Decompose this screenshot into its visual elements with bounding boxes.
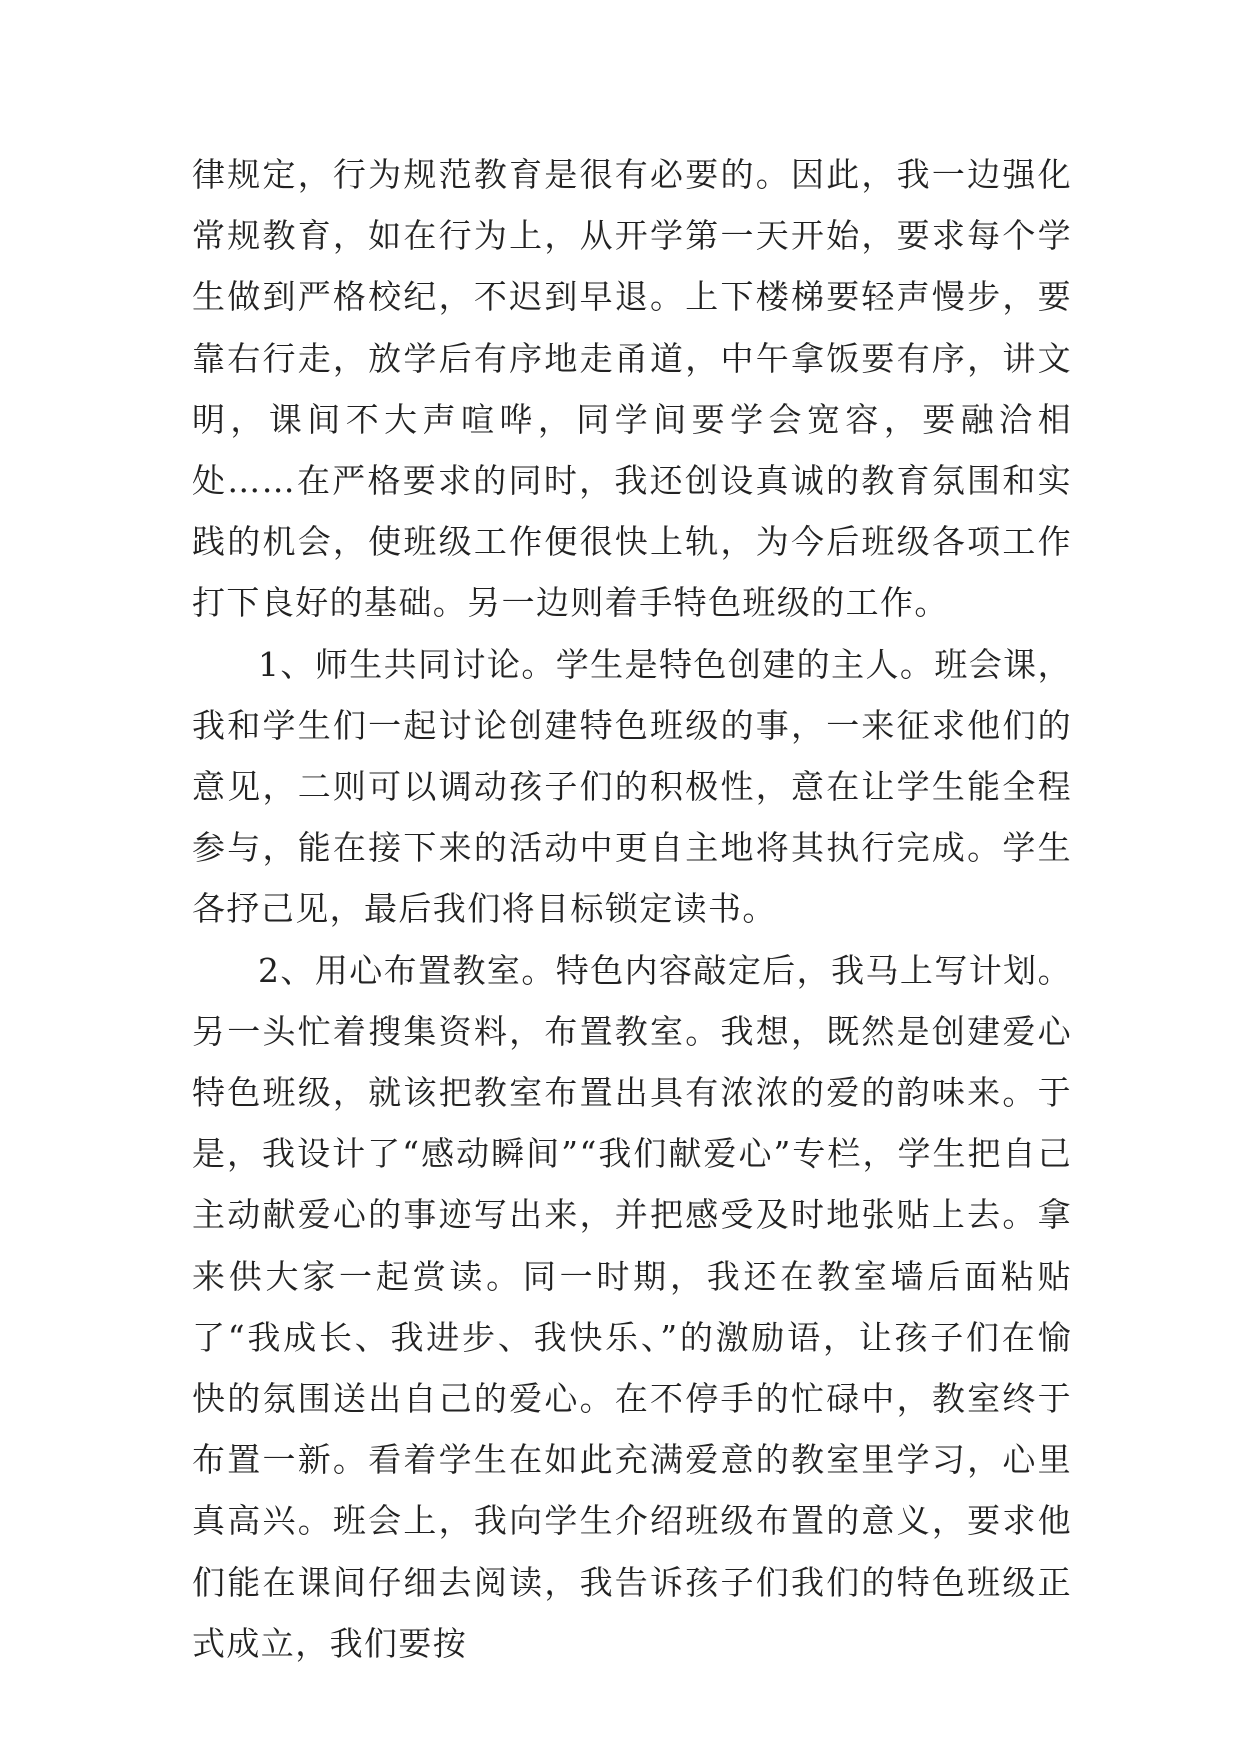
document-body [192,144,1072,1674]
paragraph-classroom-decoration: 2、用心布置教室。特色内容敲定后，我马上写计划。另一头忙着搜集资料，布置教室。我想，既然是创建爱心特色班级，就该把教室布置出具有浓浓的爱的韵味来。于是，我设计了“感动瞬间”“我们献爱心”专栏，学生把自己主动献爱心的事迹写出来，并把感受及时地张贴上去。拿来供大家一起赏读。同一时期，我还在教室墙后面粘贴了“我成长、我进步、我快乐、”的激励语，让孩子们在愉快的氛围送出自己的爱心。在不停手的忙碌中，教室终于布置一新。看着学生在如此充满爱意的教室里学习，心里真高兴。班会上，我向学生介绍班级布置的意义，要求他们能在课间仔细去阅读，我告诉孩子们我们的特色班级正式成立，我们要按 [192,950,1072,1663]
paragraph-discipline: 律规定，行为规范教育是很有必要的。因此，我一边强化常规教育，如在行为上，从开学第一天开始，要求每个学生做到严格校纪，不迟到早退。上下楼梯要轻声慢步，要靠右行走，放学后有序地走甬道，中午拿饭要有序，讲文明，课间不大声喧哗，同学间要学会宽容，要融洽相处……在严格要求的同时，我还创设真诚的教育氛围和实践的机会，使班级工作便很快上轨，为今后班级各项工作打下良好的基础。另一边则着手特色班级的工作。 [192,155,1072,623]
paragraph-discussion: 1、师生共同讨论。学生是特色创建的主人。班会课，我和学生们一起讨论创建特色班级的事，一来征求他们的意见，二则可以调动孩子们的积极性，意在让学生能全程参与，能在接下来的活动中更自主地将其执行完成。学生各抒己见，最后我们将目标锁定读书。 [192,644,1072,929]
